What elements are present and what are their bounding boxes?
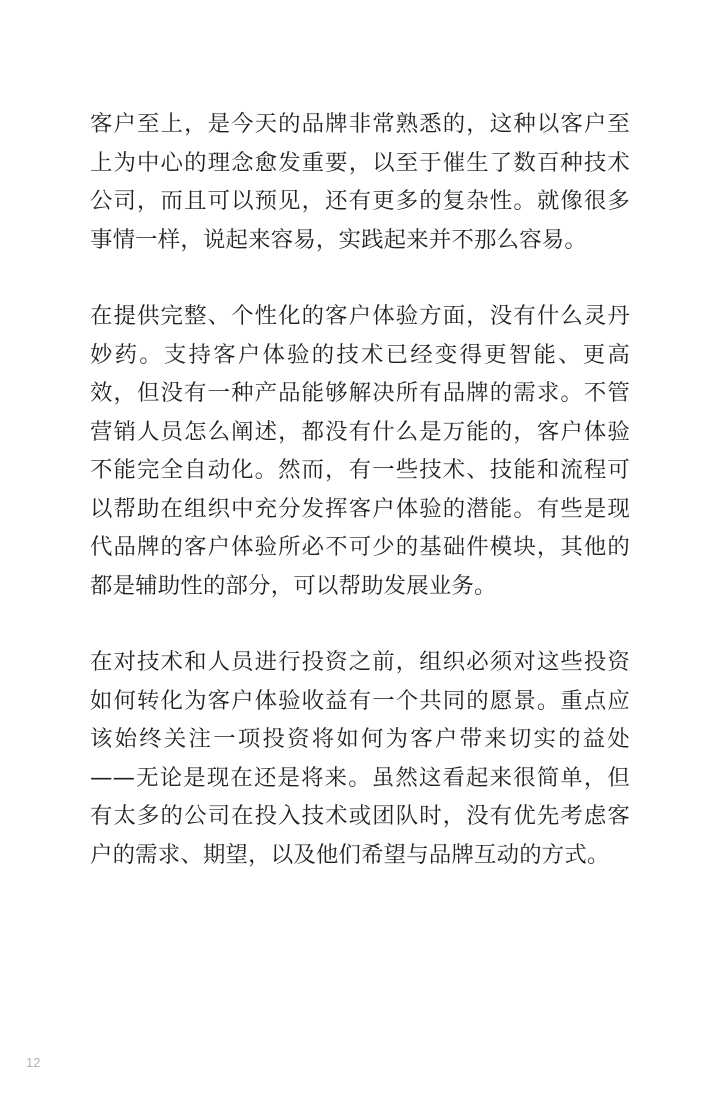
page-number: 12 (26, 1055, 41, 1070)
paragraph-3: 在对技术和人员进行投资之前，组织必须对这些投资如何转化为客户体验收益有一个共同的愿景。重点应该始终关注一项投资将如何为客户带来切实的益处——无论是现在还是将来。虽然这看起来很简单，但有太多的公司在投入技术或团队时，没有优先考虑客户的需求、期望，以及他们希望与品牌互动的方式。 (90, 649, 630, 868)
paragraph-1: 客户至上，是今天的品牌非常熟悉的，这种以客户至上为中心的理念愈发重要，以至于催生了数百种技术公司，而且可以预见，还有更多的复杂性。就像很多事情一样，说起来容易，实践起来并不那么容易。 (90, 111, 630, 253)
paragraph-2: 在提供完整、个性化的客户体验方面，没有什么灵丹妙药。支持客户体验的技术已经变得更智能、更高效，但没有一种产品能够解决所有品牌的需求。不管营销人员怎么阐述，都没有什么是万能的，客户体验不能完全自动化。然而，有一些技术、技能和流程可以帮助在组织中充分发挥客户体验的潜能。有些是现代品牌的客户体验所必不可少的基础件模块，其他的都是辅助性的部分，可以帮助发展业务。 (90, 303, 630, 599)
body-text (90, 105, 630, 874)
